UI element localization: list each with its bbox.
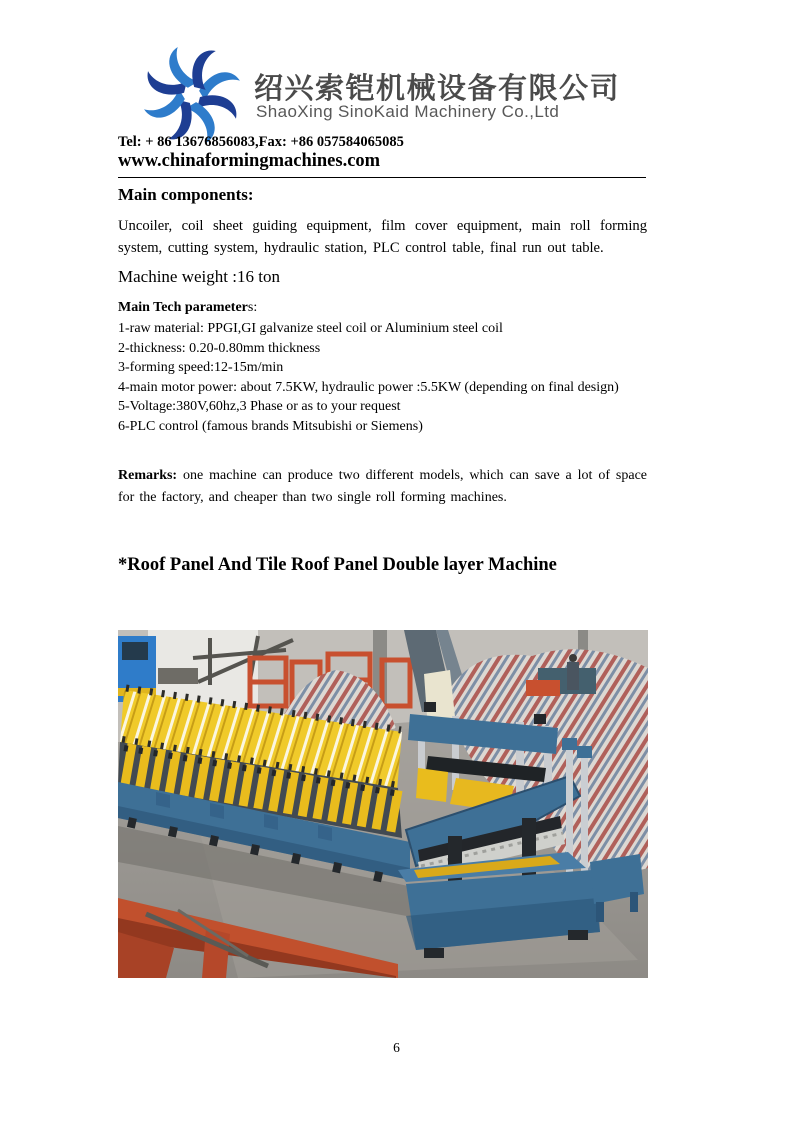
remarks-label: Remarks: (118, 468, 178, 483)
tech-parameters-heading-rest: s: (247, 300, 258, 315)
company-website: www.chinaformingmachines.com (118, 151, 381, 171)
tech-parameters-heading-bold: Main Tech parameter (118, 300, 248, 315)
main-components-heading: Main components: (118, 185, 254, 204)
cutting-press-section (398, 702, 600, 958)
remarks-body: one machine can produce two different models, which can save a lot of space for the factory, and cheaper than two single roll forming machines. (118, 468, 647, 505)
tech-parameters-heading (118, 300, 647, 316)
tech-param-item: 4-main motor power: about 7.5KW, hydraulic power :5.5KW (depending on final design) (118, 379, 619, 395)
tech-param-item: 6-PLC control (famous brands Mitsubishi or Siemens) (118, 418, 423, 434)
tech-parameters-list (118, 319, 647, 437)
page-number: 6 (393, 1040, 400, 1055)
main-components-paragraph: Uncoiler, coil sheet guiding equipment, film cover equipment, main roll forming system, cutting system, hydraulic station, PLC control table, final run out table. (118, 218, 647, 256)
product-heading: *Roof Panel And Tile Roof Panel Double layer Machine (118, 555, 557, 575)
tech-param-item: 5-Voltage:380V,60hz,3 Phase or as to your request (118, 399, 401, 415)
company-name-english: ShaoXing SinoKaid Machinery Co.,Ltd (256, 102, 560, 121)
remarks-paragraph (118, 465, 647, 508)
machine-weight-line: Machine weight :16 ton (118, 267, 280, 286)
tech-param-item: 1-raw material: PPGI,GI galvanize steel coil or Aluminium steel coil (118, 321, 503, 336)
contact-phone-fax: Tel: + 86 13676856083,Fax: +86 057584065085 (118, 134, 404, 150)
company-logo-pinwheel-icon (141, 47, 243, 141)
tech-param-item: 3-forming speed:12-15m/min (118, 360, 284, 376)
tech-param-item: 2-thickness: 0.20-0.80mm thickness (118, 340, 321, 356)
company-name-chinese: 绍兴索铠机械设备有限公司 (254, 73, 621, 105)
red-cart (526, 680, 560, 696)
pinwheel-icon (141, 47, 243, 143)
header-divider (118, 177, 646, 178)
machine-photo-illustration (118, 630, 648, 978)
machine-photo (118, 630, 648, 978)
